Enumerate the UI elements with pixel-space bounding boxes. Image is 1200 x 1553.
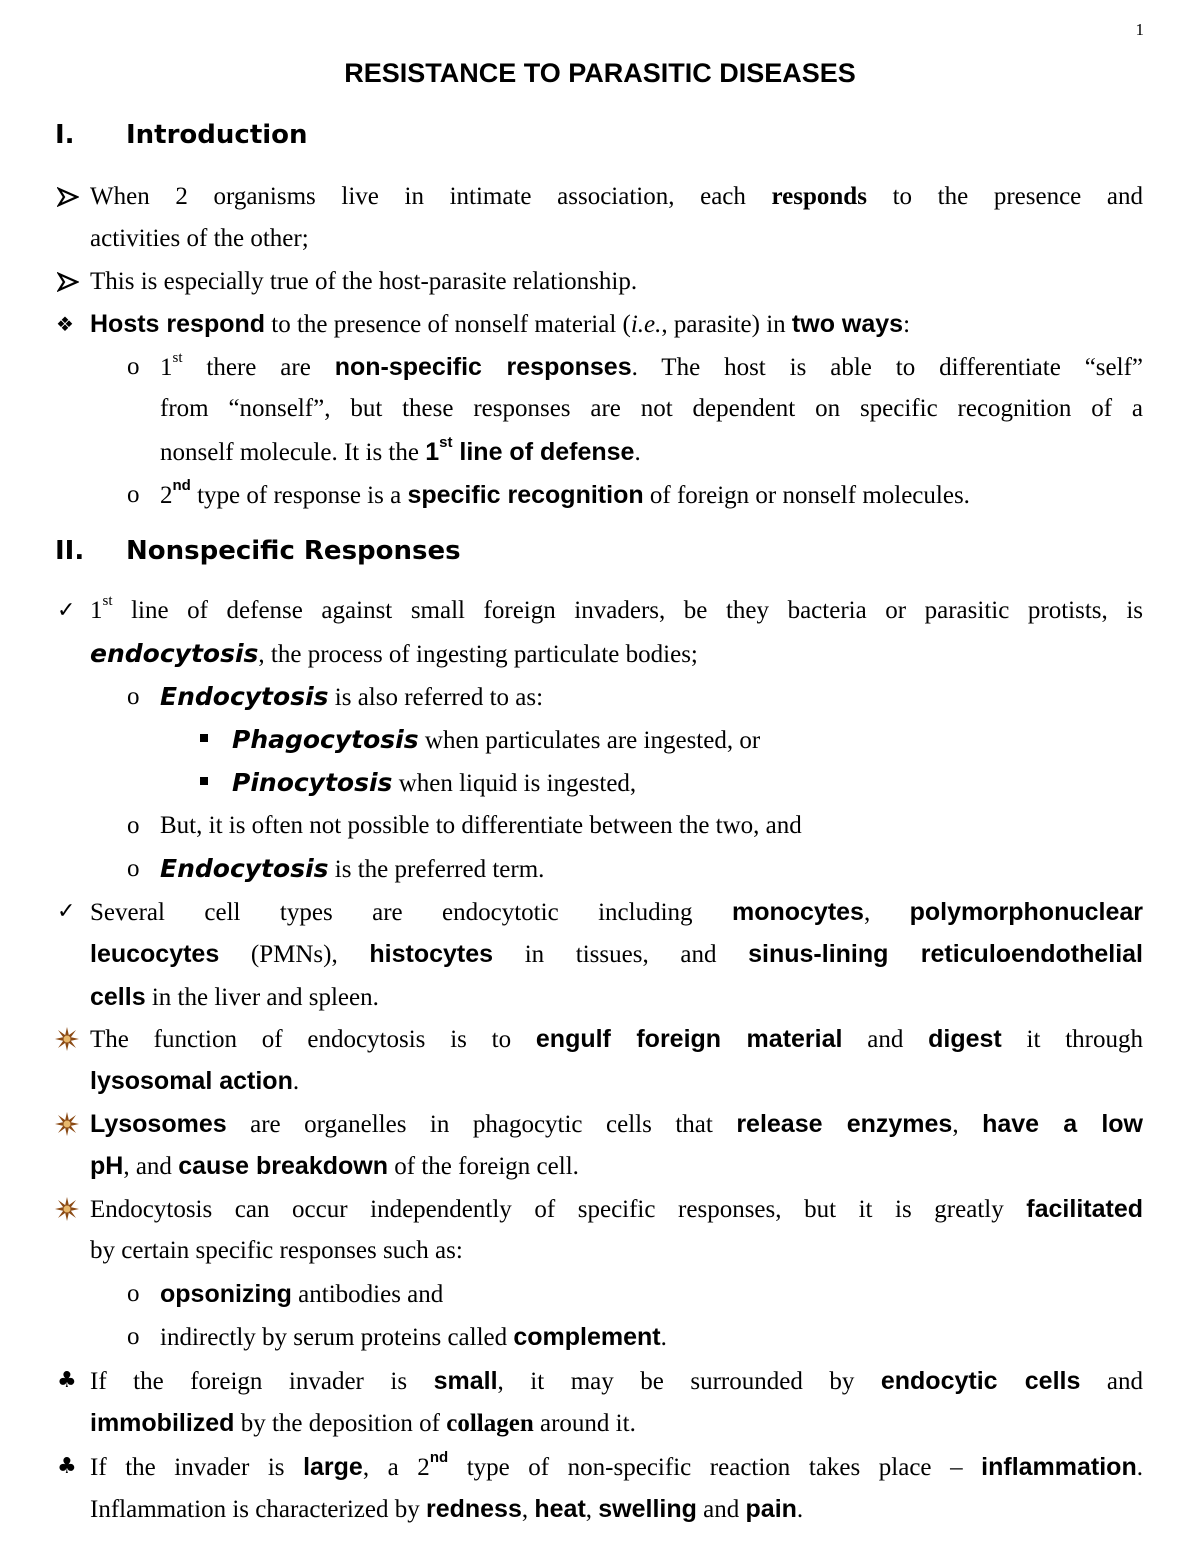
cell-types-paragraph: Several cell types are endocytotic including monocytes, polymorphonuclear — [90, 898, 1144, 926]
section-title: Introduction — [126, 120, 308, 150]
circle-bullet-icon: o — [127, 855, 140, 882]
complement-item: indirectly by serum proteins called complement. — [160, 1323, 667, 1351]
small-invader-paragraph-line2: immobilized by the deposition of collagen around it. — [90, 1409, 636, 1437]
phagocytosis-item: Phagocytosis when particulates are ingested, or — [232, 725, 761, 754]
function-paragraph-line2: lysosomal action. — [90, 1067, 300, 1095]
diamond-bullet-icon: ❖ — [56, 312, 74, 336]
section-numeral: I. — [55, 120, 75, 150]
specific-recognition-item: 2nd type of response is a specific recognition of foreign or nonself molecules. — [160, 476, 970, 509]
club-bullet-icon: ♣ — [57, 1454, 77, 1479]
arrow-bullet-icon — [57, 187, 79, 207]
sun-bullet-icon — [55, 1027, 79, 1051]
facilitated-paragraph: Endocytosis can occur independently of specific responses, but it is greatly facilitated — [90, 1195, 1143, 1223]
intro-paragraph-1: When 2 organisms live in intimate association, each responds to the presence and — [90, 183, 1143, 210]
sun-bullet-icon — [55, 1197, 79, 1221]
lysosomes-paragraph: Lysosomes are organelles in phagocytic cells that release enzymes, have a low — [90, 1110, 1143, 1138]
endocytosis-paragraph-line2: endocytosis, the process of ingesting particulate bodies; — [90, 639, 698, 668]
circle-bullet-icon: o — [127, 353, 140, 380]
document-title: RESISTANCE TO PARASITIC DISEASES — [344, 58, 856, 88]
section-numeral: II. — [55, 536, 85, 566]
section-title: Nonspecific Responses — [126, 536, 461, 566]
endocytosis-also-item: Endocytosis is also referred to as: — [160, 682, 544, 711]
arrow-bullet-icon — [57, 272, 79, 292]
hosts-respond-paragraph: Hosts respond to the presence of nonself material (i.e., parasite) in two ways: — [90, 310, 911, 338]
checkmark-bullet-icon: ✓ — [57, 899, 76, 924]
lysosomes-paragraph-line2: pH, and cause breakdown of the foreign cell. — [90, 1152, 579, 1180]
cell-types-paragraph-line2: leucocytes (PMNs), histocytes in tissues, and sinus-lining reticuloendothelial — [90, 940, 1143, 968]
opsonizing-item: opsonizing antibodies and — [160, 1280, 444, 1308]
nonspecific-responses-item-line3: nonself molecule. It is the 1st line of defense. — [160, 433, 641, 466]
nonspecific-responses-item-line2: from “nonself”, but these responses are not dependent on specific recognition of a — [160, 395, 1143, 422]
cell-types-paragraph-line3: cells in the liver and spleen. — [90, 983, 379, 1011]
square-bullet-icon — [200, 777, 208, 785]
small-invader-paragraph: If the foreign invader is small, it may be surrounded by endocytic cells and — [90, 1367, 1143, 1395]
large-invader-paragraph: If the invader is large, a 2nd type of non-specific reaction takes place – inflammation. — [90, 1448, 1143, 1481]
differentiate-item: But, it is often not possible to differentiate between the two, and — [160, 812, 802, 839]
nonspecific-responses-item: 1st there are non-specific responses. The host is able to differentiate “self” — [160, 349, 1143, 381]
page-number: 1 — [1135, 20, 1144, 39]
facilitated-paragraph-line2: by certain specific responses such as: — [90, 1237, 463, 1264]
endocytosis-paragraph: 1st line of defense against small foreign invaders, be they bacteria or parasitic protists, is — [90, 592, 1143, 624]
intro-paragraph-2: This is especially true of the host-parasite relationship. — [90, 268, 638, 295]
function-paragraph: The function of endocytosis is to engulf foreign material and digest it through — [90, 1025, 1143, 1053]
large-invader-paragraph-line2: Inflammation is characterized by redness, heat, swelling and pain. — [90, 1495, 804, 1523]
checkmark-bullet-icon: ✓ — [57, 598, 76, 623]
club-bullet-icon: ♣ — [57, 1368, 77, 1393]
section-heading-introduction — [55, 120, 308, 150]
intro-paragraph-1-line2: activities of the other; — [90, 225, 309, 252]
sun-bullet-icon — [55, 1112, 79, 1136]
circle-bullet-icon: o — [127, 1280, 140, 1307]
section-heading-nonspecific — [55, 536, 461, 566]
circle-bullet-icon: o — [127, 812, 140, 839]
square-bullet-icon — [200, 734, 208, 742]
circle-bullet-icon: o — [127, 683, 140, 710]
preferred-term-item: Endocytosis is the preferred term. — [160, 854, 545, 883]
circle-bullet-icon: o — [127, 481, 140, 508]
pinocytosis-item: Pinocytosis when liquid is ingested, — [232, 768, 637, 797]
circle-bullet-icon: o — [127, 1323, 140, 1350]
